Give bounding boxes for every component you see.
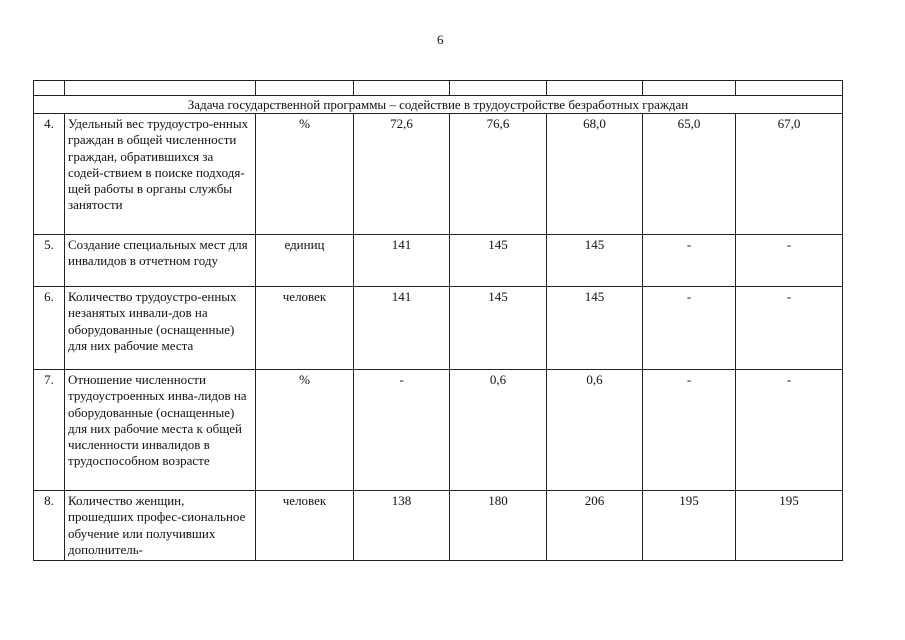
value-cell: - <box>643 370 736 491</box>
value-cell: 145 <box>547 235 643 287</box>
indicator-name: Удельный вес трудоустро-енных граждан в общей численности граждан, обратившихся за содей-ствием в поиске подходя-щей работы в органы службы занятости <box>65 114 256 235</box>
table-row <box>34 370 843 491</box>
table-row <box>34 287 843 370</box>
value-cell: - <box>643 287 736 370</box>
value-cell: 0,6 <box>450 370 547 491</box>
value-cell: 195 <box>736 491 843 561</box>
row-number: 4. <box>34 114 65 235</box>
table-row <box>34 235 843 287</box>
table-header-row <box>34 81 843 96</box>
indicator-name: Создание специальных мест для инвалидов в отчетном году <box>65 235 256 287</box>
unit-cell: % <box>256 370 354 491</box>
value-cell: - <box>736 287 843 370</box>
indicator-table <box>33 80 843 561</box>
unit-cell: человек <box>256 287 354 370</box>
unit-cell: человек <box>256 491 354 561</box>
value-cell: - <box>736 235 843 287</box>
header-cell <box>34 81 65 96</box>
row-number: 5. <box>34 235 65 287</box>
row-number: 6. <box>34 287 65 370</box>
indicator-name: Количество трудоустро-енных незанятых инвали-дов на оборудованные (оснащенные) для них рабочие места <box>65 287 256 370</box>
header-cell <box>643 81 736 96</box>
value-cell: - <box>354 370 450 491</box>
task-row <box>34 96 843 114</box>
value-cell: 145 <box>547 287 643 370</box>
value-cell: 65,0 <box>643 114 736 235</box>
table-row <box>34 114 843 235</box>
value-cell: 138 <box>354 491 450 561</box>
unit-cell: единиц <box>256 235 354 287</box>
header-cell <box>547 81 643 96</box>
value-cell: 141 <box>354 235 450 287</box>
indicator-name: Количество женщин, прошедших профес-сиональное обучение или получивших дополнитель- <box>65 491 256 561</box>
value-cell: 180 <box>450 491 547 561</box>
page-number: 6 <box>437 32 444 47</box>
header-cell <box>450 81 547 96</box>
table-row <box>34 491 843 561</box>
value-cell: - <box>736 370 843 491</box>
header-cell <box>736 81 843 96</box>
task-title: Задача государственной программы – содействие в трудоустройстве безработных граждан <box>34 96 843 114</box>
value-cell: 72,6 <box>354 114 450 235</box>
header-cell <box>256 81 354 96</box>
value-cell: 0,6 <box>547 370 643 491</box>
unit-cell: % <box>256 114 354 235</box>
header-cell <box>354 81 450 96</box>
value-cell: 206 <box>547 491 643 561</box>
value-cell: 76,6 <box>450 114 547 235</box>
value-cell: 68,0 <box>547 114 643 235</box>
value-cell: 67,0 <box>736 114 843 235</box>
header-cell <box>65 81 256 96</box>
value-cell: - <box>643 235 736 287</box>
row-number: 7. <box>34 370 65 491</box>
value-cell: 145 <box>450 235 547 287</box>
value-cell: 195 <box>643 491 736 561</box>
value-cell: 141 <box>354 287 450 370</box>
row-number: 8. <box>34 491 65 561</box>
indicator-name: Отношение численности трудоустроенных инва-лидов на оборудованные (оснащенные) для них рабочие места к общей численности инвалидов в трудоспособном возрасте <box>65 370 256 491</box>
value-cell: 145 <box>450 287 547 370</box>
